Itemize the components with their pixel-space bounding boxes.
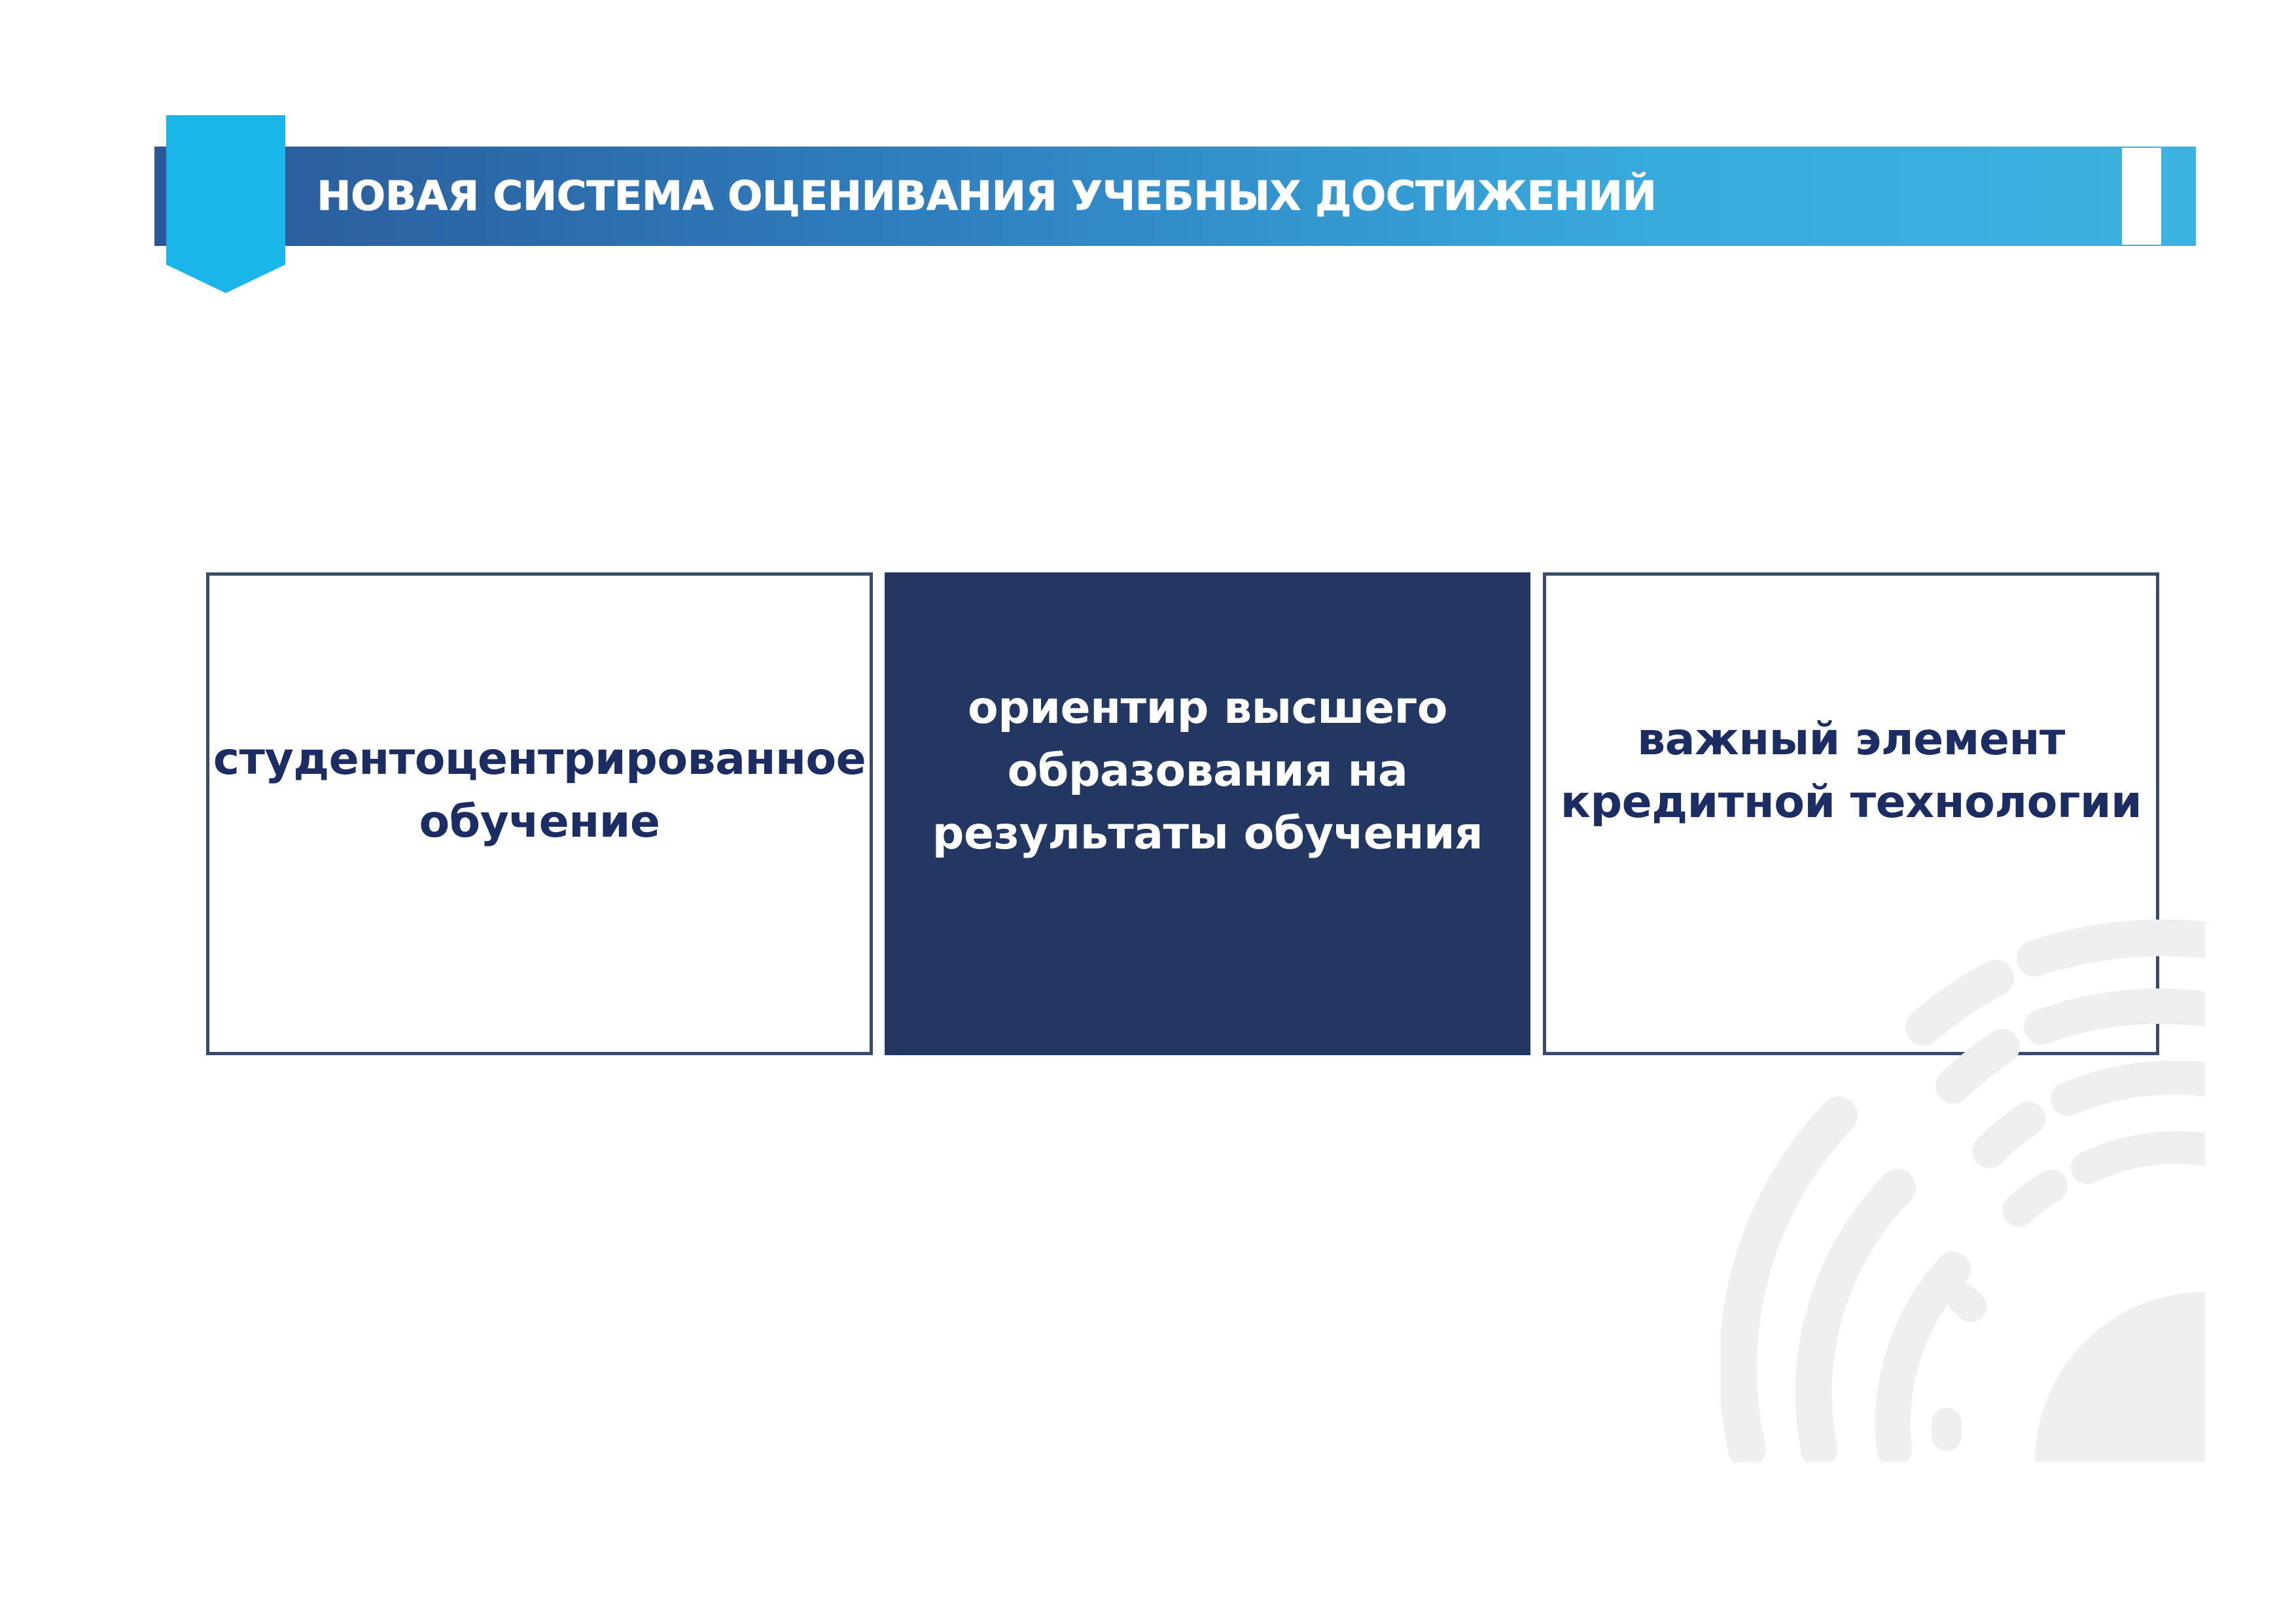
card-text: важный элемент кредитной технологии: [1560, 714, 2142, 828]
slide-title: НОВАЯ СИСТЕМА ОЦЕНИВАНИЯ УЧЕБНЫХ ДОСТИЖЕНИЙ: [317, 172, 1657, 220]
card-learning-outcomes: [885, 572, 1530, 1055]
header-end-tab: [2122, 148, 2161, 245]
card-text: ориентир высшего образования на результаты обучения: [932, 682, 1483, 860]
bookmark-marker-icon: [166, 115, 285, 293]
signal-arcs-icon: [1721, 913, 2205, 1475]
card-student-centered: [206, 572, 873, 1055]
card-text: студентоцентрированное обучение: [213, 733, 866, 848]
